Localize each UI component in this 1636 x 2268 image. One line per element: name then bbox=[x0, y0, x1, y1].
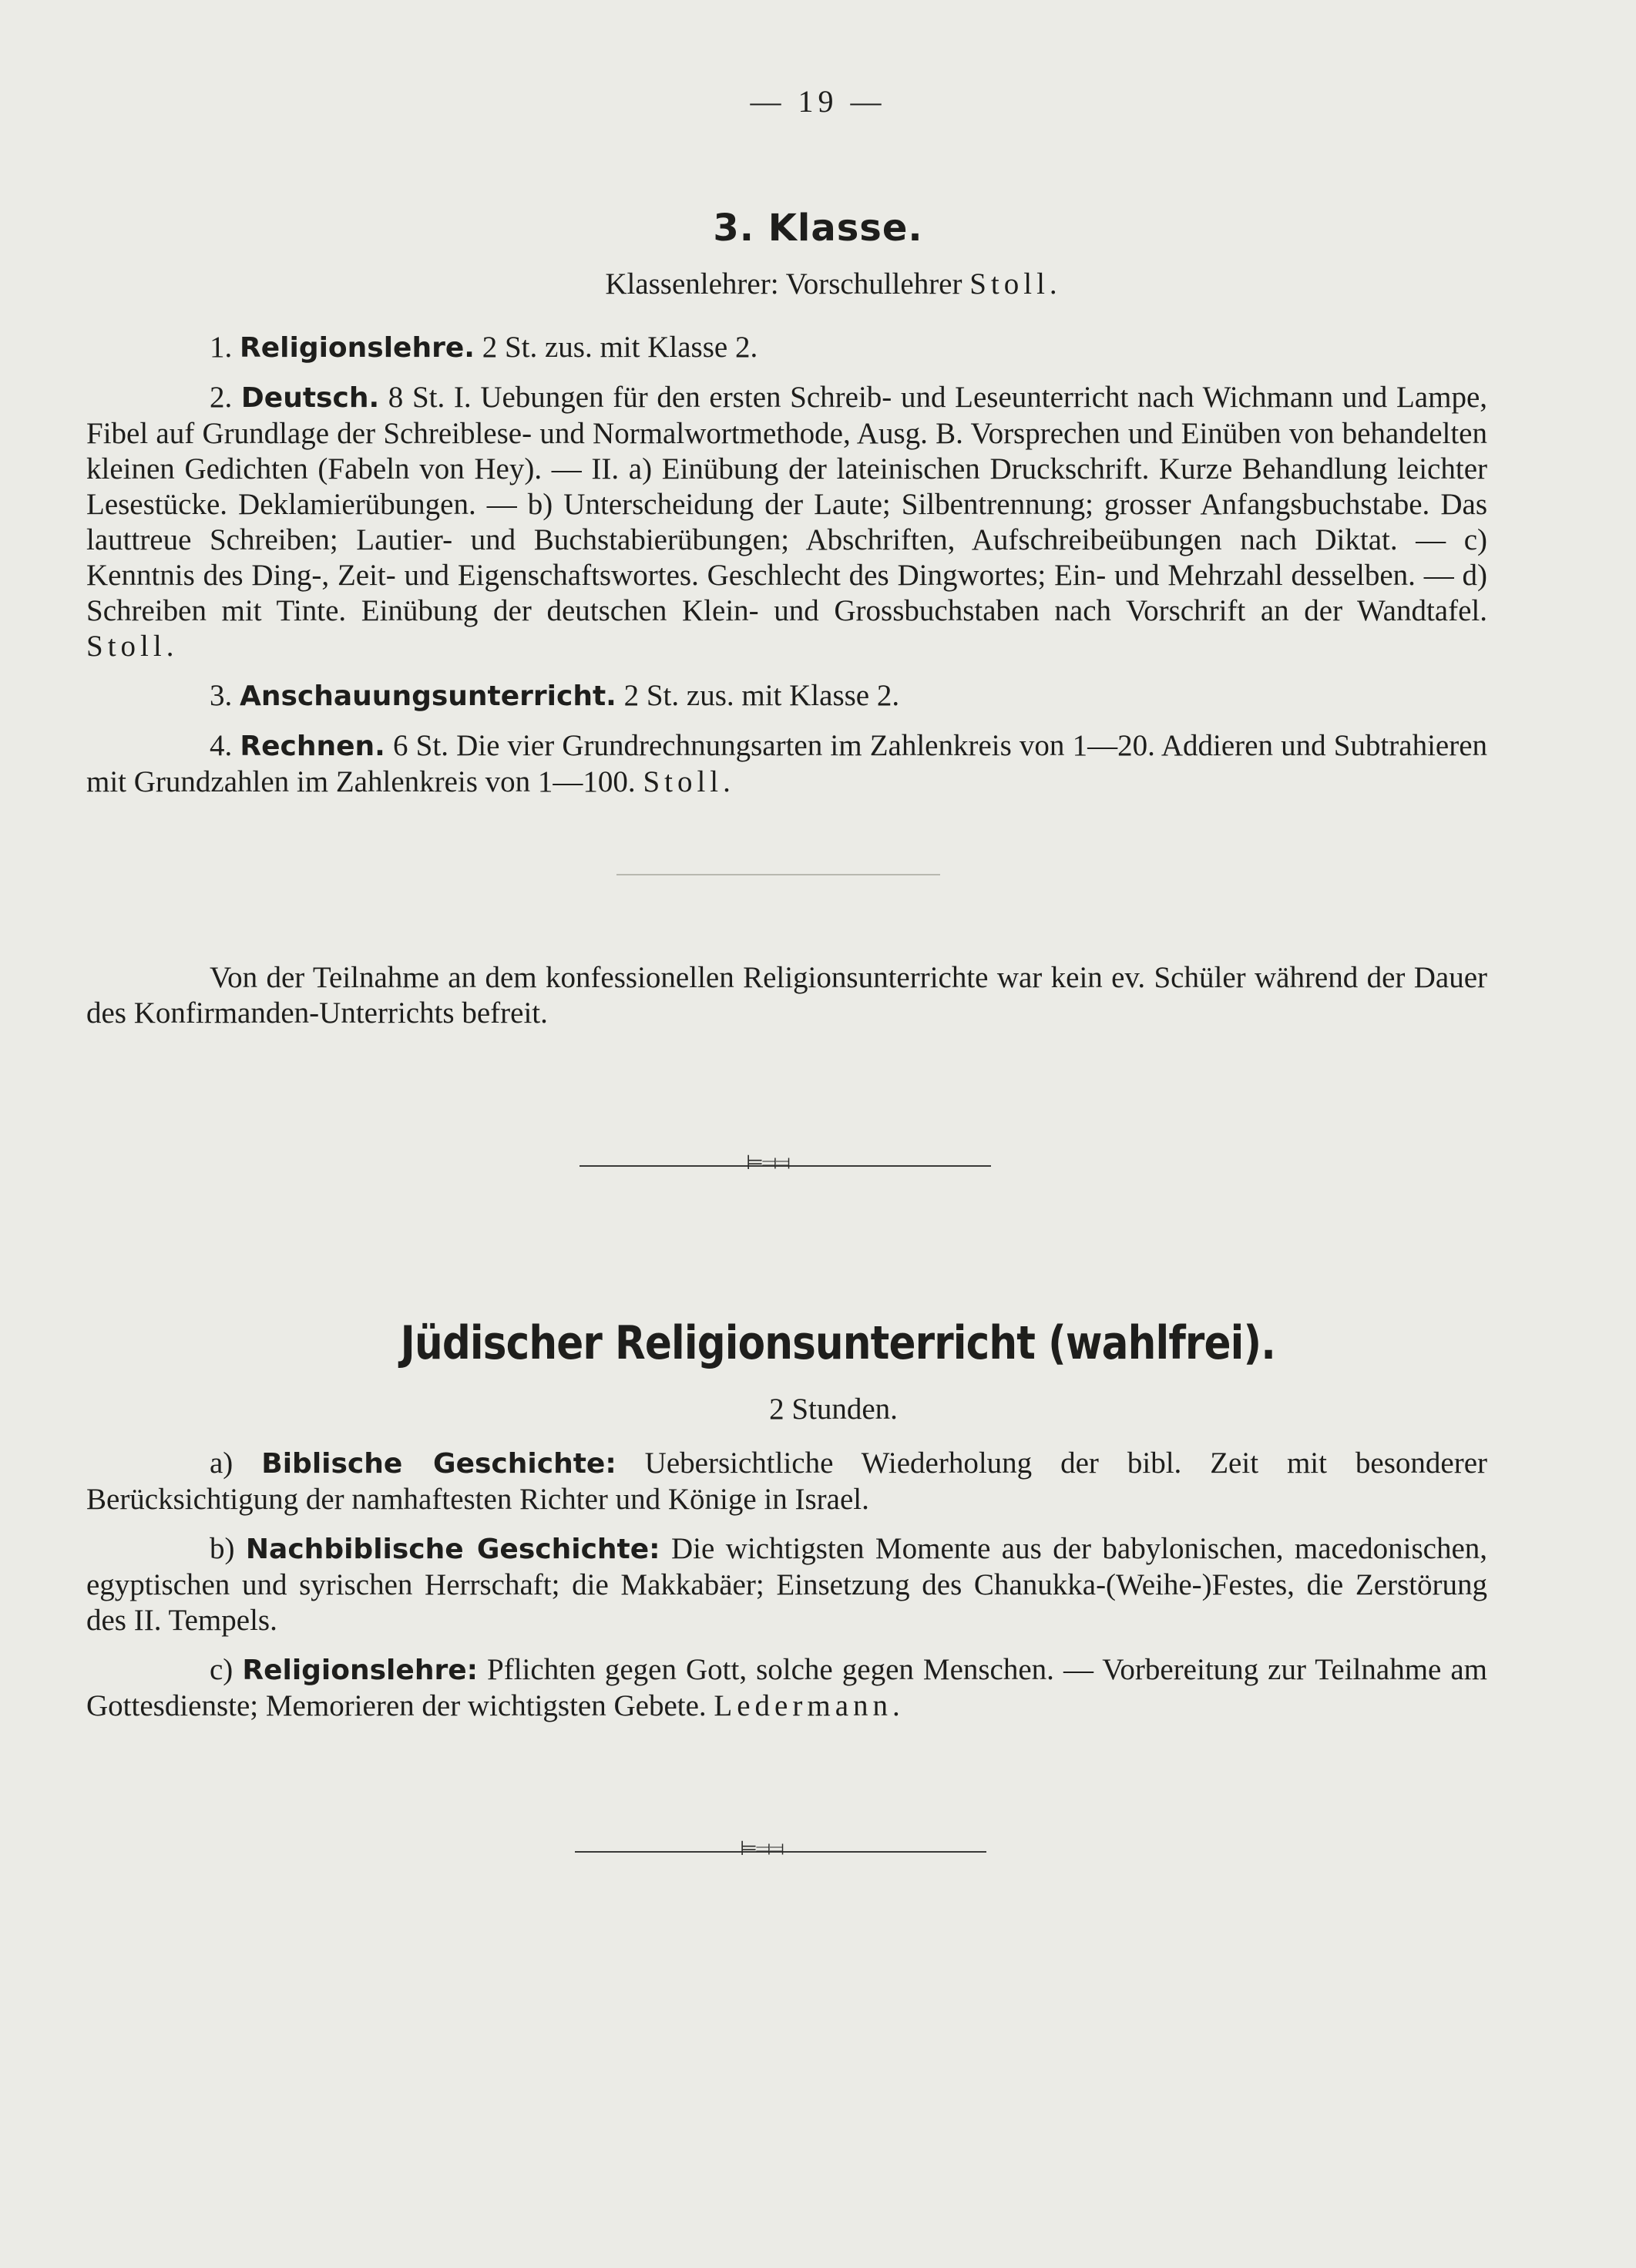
topic-title: Nachbiblische Geschichte: bbox=[245, 1534, 660, 1565]
item-letter: c) bbox=[210, 1653, 233, 1686]
subject-text: 8 St. I. Uebungen für den ersten Schreib- und Leseunterricht nach Wichmann und Lampe, Fibel auf Grundlage der Schreiblese- und Normalwortmethode, Ausg. B. Vorsprechen und Einüben von behandelten kleinen Gedichten (Fabeln von Hey). — II. a) Einübung der lateinischen Druckschrift. Kurze Behandlung leichter Lesestücke. Deklamierübungen. — b) Unterscheidung der Laute; Silbentrennung; grosser Anfangsbuchstabe. Das lauttreue Schreiben; Lautier- und Buchstabierübungen; Abschriften, Aufschreibeübungen nach Diktat. — c) Kenntnis des Ding-, Zeit- und Eigenschaftswortes. Geschlecht des Dingwortes; Ein- und Mehrzahl desselben. — d) Schreiben mit Tinte. Einübung der deutschen Klein- und Grossbuchstaben nach Vorschrift an der Wandtafel. bbox=[86, 381, 1488, 627]
section-hours: 2 Stunden. bbox=[769, 1393, 898, 1426]
class-teacher-line bbox=[0, 267, 1636, 301]
subject-title: Deutsch. bbox=[240, 382, 380, 414]
item-number: 2. bbox=[210, 381, 233, 414]
note-text: Von der Teilnahme an dem konfessionellen Religionsunterrichte war kein ev. Schüler während der Dauer des Konfirmanden-Unterrichts befreit. bbox=[86, 961, 1487, 1030]
subject-text: 2 St. zus. mit Klasse 2. bbox=[616, 679, 900, 712]
topic-text: Uebersichtliche Wiederholung der bibl. Zeit mit besonderer Berücksichtigung der namhaftesten Richter und Könige in Israel. bbox=[86, 1446, 1488, 1516]
item-letter: a) bbox=[210, 1446, 233, 1480]
page-number: — 19 — bbox=[750, 84, 886, 119]
divider-ornament-icon: ⊨⫤⫤ bbox=[746, 1151, 789, 1174]
topic-text: Die wichtigsten Momente aus der babylonischen, macedonischen, egyptischen und syrischen Herrschaft; die Makkabäer; Einsetzung des Chanukka-(Weihe-)Festes, die Zerstörung des II. Tempels. bbox=[86, 1532, 1488, 1637]
topic-item-religionslehre bbox=[86, 1652, 1487, 1724]
topic-item-biblische bbox=[86, 1446, 1487, 1517]
subject-title: Religionslehre. bbox=[240, 332, 475, 364]
section-heading-klasse: 3. Klasse. bbox=[713, 207, 923, 250]
subject-item-religion bbox=[86, 330, 1487, 366]
subject-item-rechnen bbox=[86, 728, 1487, 800]
divider-ornament-icon: ⊨⫤⫤ bbox=[740, 1837, 783, 1860]
topic-teacher: Ledermann. bbox=[714, 1689, 905, 1722]
klasse-subject-list bbox=[86, 330, 1487, 800]
item-number: 1. bbox=[210, 331, 233, 364]
class-teacher-name: Stoll. bbox=[969, 267, 1062, 301]
exemption-note bbox=[86, 960, 1487, 1031]
topic-title: Religionslehre: bbox=[242, 1655, 479, 1686]
subject-text: 6 St. Die vier Grundrechnungsarten im Zahlenkreis von 1—20. Addieren und Subtrahieren mit Grundzahlen im Zahlenkreis von 1—100. bbox=[86, 729, 1488, 798]
subject-title: Anschauungsunterricht. bbox=[240, 680, 616, 712]
faint-divider bbox=[616, 874, 940, 875]
juedisch-topic-list bbox=[86, 1446, 1487, 1724]
subject-title: Rechnen. bbox=[240, 731, 385, 762]
topic-title: Biblische Geschichte: bbox=[261, 1448, 616, 1480]
class-teacher-prefix: Klassenlehrer: Vorschullehrer bbox=[605, 267, 970, 301]
section-heading-juedisch: Jüdischer Religionsunterricht (wahlfrei). bbox=[400, 1316, 1275, 1370]
subject-item-deutsch bbox=[86, 380, 1487, 664]
subject-teacher: Stoll. bbox=[643, 765, 735, 798]
topic-text: Pflichten gegen Gott, solche gegen Menschen. — Vorbereitung zur Teilnahme am Gottesdienste; Memorieren der wichtigsten Gebete. bbox=[86, 1653, 1487, 1722]
subject-teacher: Stoll. bbox=[86, 630, 179, 663]
topic-item-nachbiblische bbox=[86, 1531, 1487, 1638]
item-number: 3. bbox=[210, 679, 233, 712]
item-number: 4. bbox=[210, 729, 233, 762]
subject-item-anschauung bbox=[86, 678, 1487, 714]
subject-text: 2 St. zus. mit Klasse 2. bbox=[474, 331, 758, 364]
item-letter: b) bbox=[210, 1532, 235, 1565]
